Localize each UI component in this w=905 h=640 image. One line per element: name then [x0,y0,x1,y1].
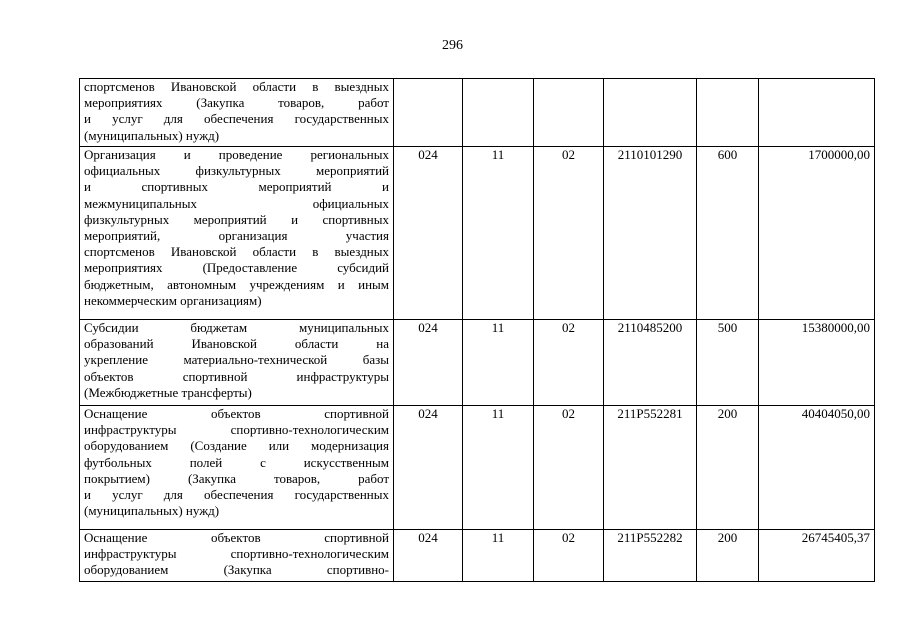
description-line: мероприятиях (Предоставление субсидий [84,260,389,276]
section-code-cell: 11 [463,406,534,530]
description-line: Оснащение объектов спортивной [84,530,389,545]
description-line: бюджетным, автономным учреждениям и иным [84,276,389,292]
description-line: (муниципальных) нужд) [84,503,220,519]
description-line: инфраструктуры спортивно-технологическим [84,422,389,438]
description-line: межмуниципальных официальных [84,195,389,211]
page-number: 296 [442,38,463,53]
subsection-code-cell: 02 [534,406,604,530]
budget-table [79,78,875,582]
description-line: покрытием) (Закупка товаров, работ [84,470,389,486]
description-line: мероприятий, организация участия [84,228,389,244]
ministry-code-cell: 024 [394,406,463,530]
description-line: спортсменов Ивановской области в выездных [84,79,389,94]
description-line: Субсидии бюджетам муниципальных [84,320,389,335]
description-line: футбольных полей с искусственным [84,454,389,470]
expense-type-cell [697,79,759,147]
description-line: официальных физкультурных мероприятий [84,163,389,179]
table-row [80,147,875,320]
description-line: спортсменов Ивановской области в выездных [84,244,389,260]
description-cell [80,79,394,147]
description-line: некоммерческим организациям) [84,292,262,308]
ministry-code-cell: 024 [394,320,463,406]
description-line: и спортивных мероприятий и [84,179,389,195]
expense-type-cell: 200 [697,406,759,530]
description-line: (муниципальных) нужд) [84,127,220,143]
description-line: инфраструктуры спортивно-технологическим [84,546,389,562]
budget-table-body [80,79,875,582]
ministry-code-cell: 024 [394,147,463,320]
target-article-cell: 2110485200 [604,320,697,406]
amount-cell: 15380000,00 [759,320,875,406]
description-line: оборудованием (Создание или модернизация [84,438,389,454]
amount-cell: 1700000,00 [759,147,875,320]
target-article-cell: 2110101290 [604,147,697,320]
description-line: укрепление материально-технической базы [84,352,389,368]
description-cell [80,530,394,582]
description-line: образований Ивановской области на [84,336,389,352]
description-line: и услуг для обеспечения государственных [84,487,389,503]
table-row [80,320,875,406]
table-row [80,530,875,582]
section-code-cell [463,79,534,147]
description-line: Организация и проведение региональных [84,147,389,162]
amount-cell [759,79,875,147]
subsection-code-cell [534,79,604,147]
description-line: объектов спортивной инфраструктуры [84,368,389,384]
amount-cell: 26745405,37 [759,530,875,582]
table-row [80,79,875,147]
table-row [80,406,875,530]
description-line: и услуг для обеспечения государственных [84,111,389,127]
description-line: Оснащение объектов спортивной [84,406,389,421]
subsection-code-cell: 02 [534,530,604,582]
ministry-code-cell: 024 [394,530,463,582]
target-article-cell [604,79,697,147]
expense-type-cell: 500 [697,320,759,406]
description-cell [80,320,394,406]
subsection-code-cell: 02 [534,147,604,320]
section-code-cell: 11 [463,320,534,406]
ministry-code-cell [394,79,463,147]
target-article-cell: 211P552281 [604,406,697,530]
description-line: физкультурных мероприятий и спортивных [84,211,389,227]
section-code-cell: 11 [463,530,534,582]
description-line: оборудованием (Закупка спортивно- [84,562,389,578]
expense-type-cell: 200 [697,530,759,582]
subsection-code-cell: 02 [534,320,604,406]
section-code-cell: 11 [463,147,534,320]
target-article-cell: 211P552282 [604,530,697,582]
description-cell [80,147,394,320]
expense-type-cell: 600 [697,147,759,320]
amount-cell: 40404050,00 [759,406,875,530]
description-line: мероприятиях (Закупка товаров, работ [84,95,389,111]
description-cell [80,406,394,530]
description-line: (Межбюджетные трансферты) [84,384,252,400]
